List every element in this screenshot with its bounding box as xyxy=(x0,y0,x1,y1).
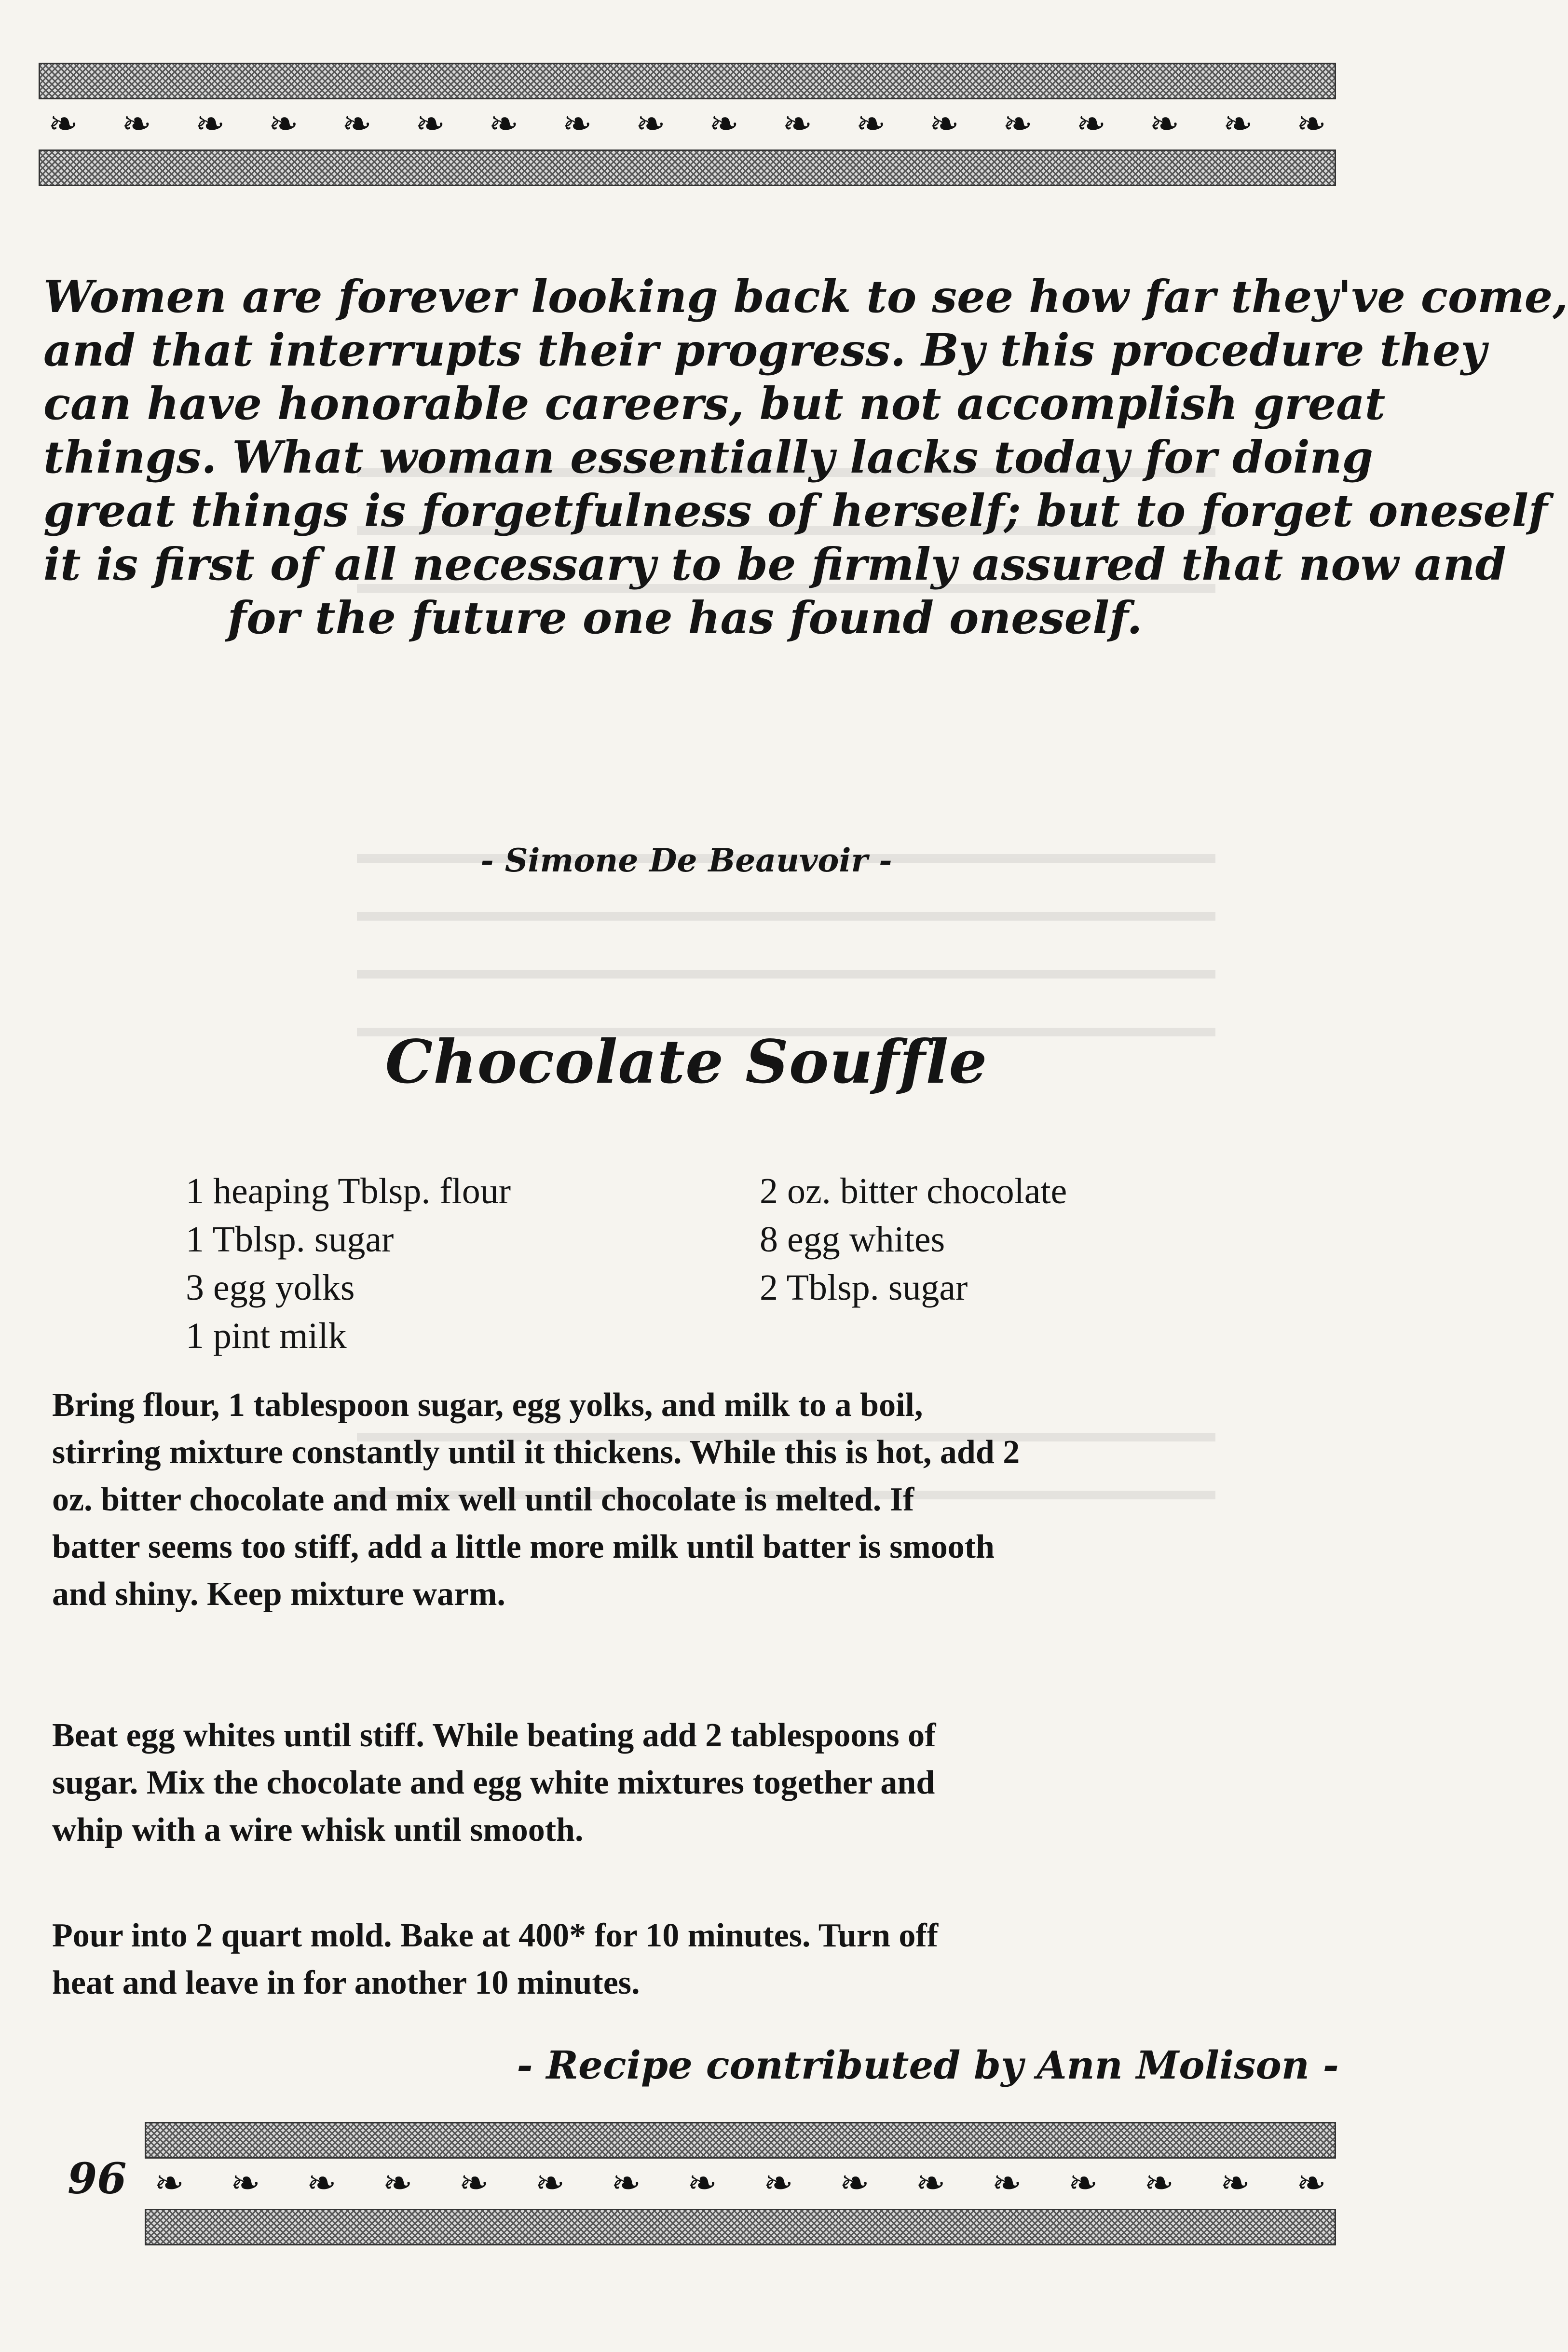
ingredient-item: 2 Tblsp. sugar xyxy=(760,1267,968,1308)
quote-attribution: - Simone De Beauvoir - xyxy=(480,842,892,879)
fleuron-icon: ❧ xyxy=(782,103,813,145)
fleuron-icon: ❧ xyxy=(415,103,446,145)
top-decorative-border xyxy=(39,63,1336,183)
quote-line: can have honorable careers, but not accomplish great xyxy=(43,378,1386,430)
top-border-stripe-lower xyxy=(39,150,1336,186)
fleuron-icon: ❧ xyxy=(687,2162,718,2204)
bottom-ornament-row xyxy=(145,2162,1336,2205)
ingredient-item: 1 pint milk xyxy=(186,1316,347,1356)
fleuron-icon: ❧ xyxy=(929,103,959,145)
instruction-line: Bring flour, 1 tablespoon sugar, egg yolks, and milk to a boil, xyxy=(52,1387,923,1424)
bottom-decorative-border xyxy=(145,2122,1336,2243)
fleuron-icon: ❧ xyxy=(562,103,592,145)
fleuron-icon: ❧ xyxy=(1003,103,1033,145)
fleuron-icon: ❧ xyxy=(1220,2162,1251,2204)
fleuron-icon: ❧ xyxy=(382,2162,413,2204)
ingredient-column-right xyxy=(760,1167,1242,1312)
instruction-line: stirring mixture constantly until it thickens. While this is hot, add 2 xyxy=(52,1434,1020,1471)
instruction-paragraph-2 xyxy=(52,1712,1340,1854)
fleuron-icon: ❧ xyxy=(763,2162,793,2204)
page-number: 96 xyxy=(68,2153,127,2203)
fleuron-icon: ❧ xyxy=(839,2162,870,2204)
fleuron-icon: ❧ xyxy=(48,103,79,145)
instruction-line: batter seems too stiff, add a little more milk until batter is smooth xyxy=(52,1528,995,1565)
fleuron-icon: ❧ xyxy=(341,103,372,145)
fleuron-icon: ❧ xyxy=(230,2162,260,2204)
instruction-line: oz. bitter chocolate and mix well until chocolate is melted. If xyxy=(52,1481,914,1518)
fleuron-icon: ❧ xyxy=(154,2162,185,2204)
fleuron-icon: ❧ xyxy=(709,103,739,145)
instruction-line: heat and leave in for another 10 minutes. xyxy=(52,1964,640,2001)
fleuron-icon: ❧ xyxy=(915,2162,946,2204)
quote-line: great things is forgetfulness of herself; but to forget oneself xyxy=(43,485,1548,537)
fleuron-icon: ❧ xyxy=(1144,2162,1174,2204)
fleuron-icon: ❧ xyxy=(1068,2162,1098,2204)
quote-line: Women are forever looking back to see how far they've come, xyxy=(43,271,1568,323)
instruction-line: and shiny. Keep mixture warm. xyxy=(52,1576,505,1613)
top-border-stripe-upper xyxy=(39,63,1336,99)
fleuron-icon: ❧ xyxy=(1296,103,1326,145)
ingredient-item: 3 egg yolks xyxy=(186,1267,355,1308)
quote-line: it is first of all necessary to be firmly assured that now and xyxy=(43,538,1506,590)
top-ornament-row xyxy=(39,102,1336,146)
instruction-paragraph-1 xyxy=(52,1382,1340,1618)
instruction-line: Beat egg whites until stiff. While beating add 2 tablespoons of xyxy=(52,1717,936,1754)
ingredient-item: 2 oz. bitter chocolate xyxy=(760,1171,1067,1211)
fleuron-icon: ❧ xyxy=(992,2162,1022,2204)
fleuron-icon: ❧ xyxy=(1296,2162,1326,2204)
bottom-border-stripe-lower xyxy=(145,2209,1336,2245)
fleuron-icon: ❧ xyxy=(1076,103,1106,145)
ingredient-item: 1 Tblsp. sugar xyxy=(186,1219,394,1260)
instruction-line: whip with a wire whisk until smooth. xyxy=(52,1811,584,1849)
fleuron-icon: ❧ xyxy=(1149,103,1180,145)
instruction-line: Pour into 2 quart mold. Bake at 400* for 10 minutes. Turn off xyxy=(52,1917,939,1954)
fleuron-icon: ❧ xyxy=(856,103,886,145)
fleuron-icon: ❧ xyxy=(306,2162,337,2204)
ingredient-item: 8 egg whites xyxy=(760,1219,945,1260)
recipe-contributor: - Recipe contributed by Ann Molison - xyxy=(517,2042,1339,2088)
fleuron-icon: ❧ xyxy=(635,103,666,145)
fleuron-icon: ❧ xyxy=(268,103,299,145)
fleuron-icon: ❧ xyxy=(611,2162,641,2204)
ingredient-item: 1 heaping Tblsp. flour xyxy=(186,1171,511,1211)
epigraph-quote xyxy=(43,270,1568,645)
instruction-line: sugar. Mix the chocolate and egg white mixtures together and xyxy=(52,1764,935,1801)
ingredient-column-left xyxy=(186,1167,740,1360)
fleuron-icon: ❧ xyxy=(459,2162,489,2204)
bottom-border-stripe-upper xyxy=(145,2122,1336,2159)
fleuron-icon: ❧ xyxy=(489,103,519,145)
fleuron-icon: ❧ xyxy=(1223,103,1253,145)
quote-line: for the future one has found oneself. xyxy=(227,592,1143,644)
fleuron-icon: ❧ xyxy=(195,103,225,145)
recipe-title: Chocolate Souffle xyxy=(385,1027,988,1097)
fleuron-icon: ❧ xyxy=(122,103,152,145)
instruction-paragraph-3 xyxy=(52,1912,1340,2007)
quote-line: things. What woman essentially lacks today for doing xyxy=(43,431,1373,483)
quote-line: and that interrupts their progress. By this procedure they xyxy=(43,324,1486,376)
fleuron-icon: ❧ xyxy=(535,2162,565,2204)
